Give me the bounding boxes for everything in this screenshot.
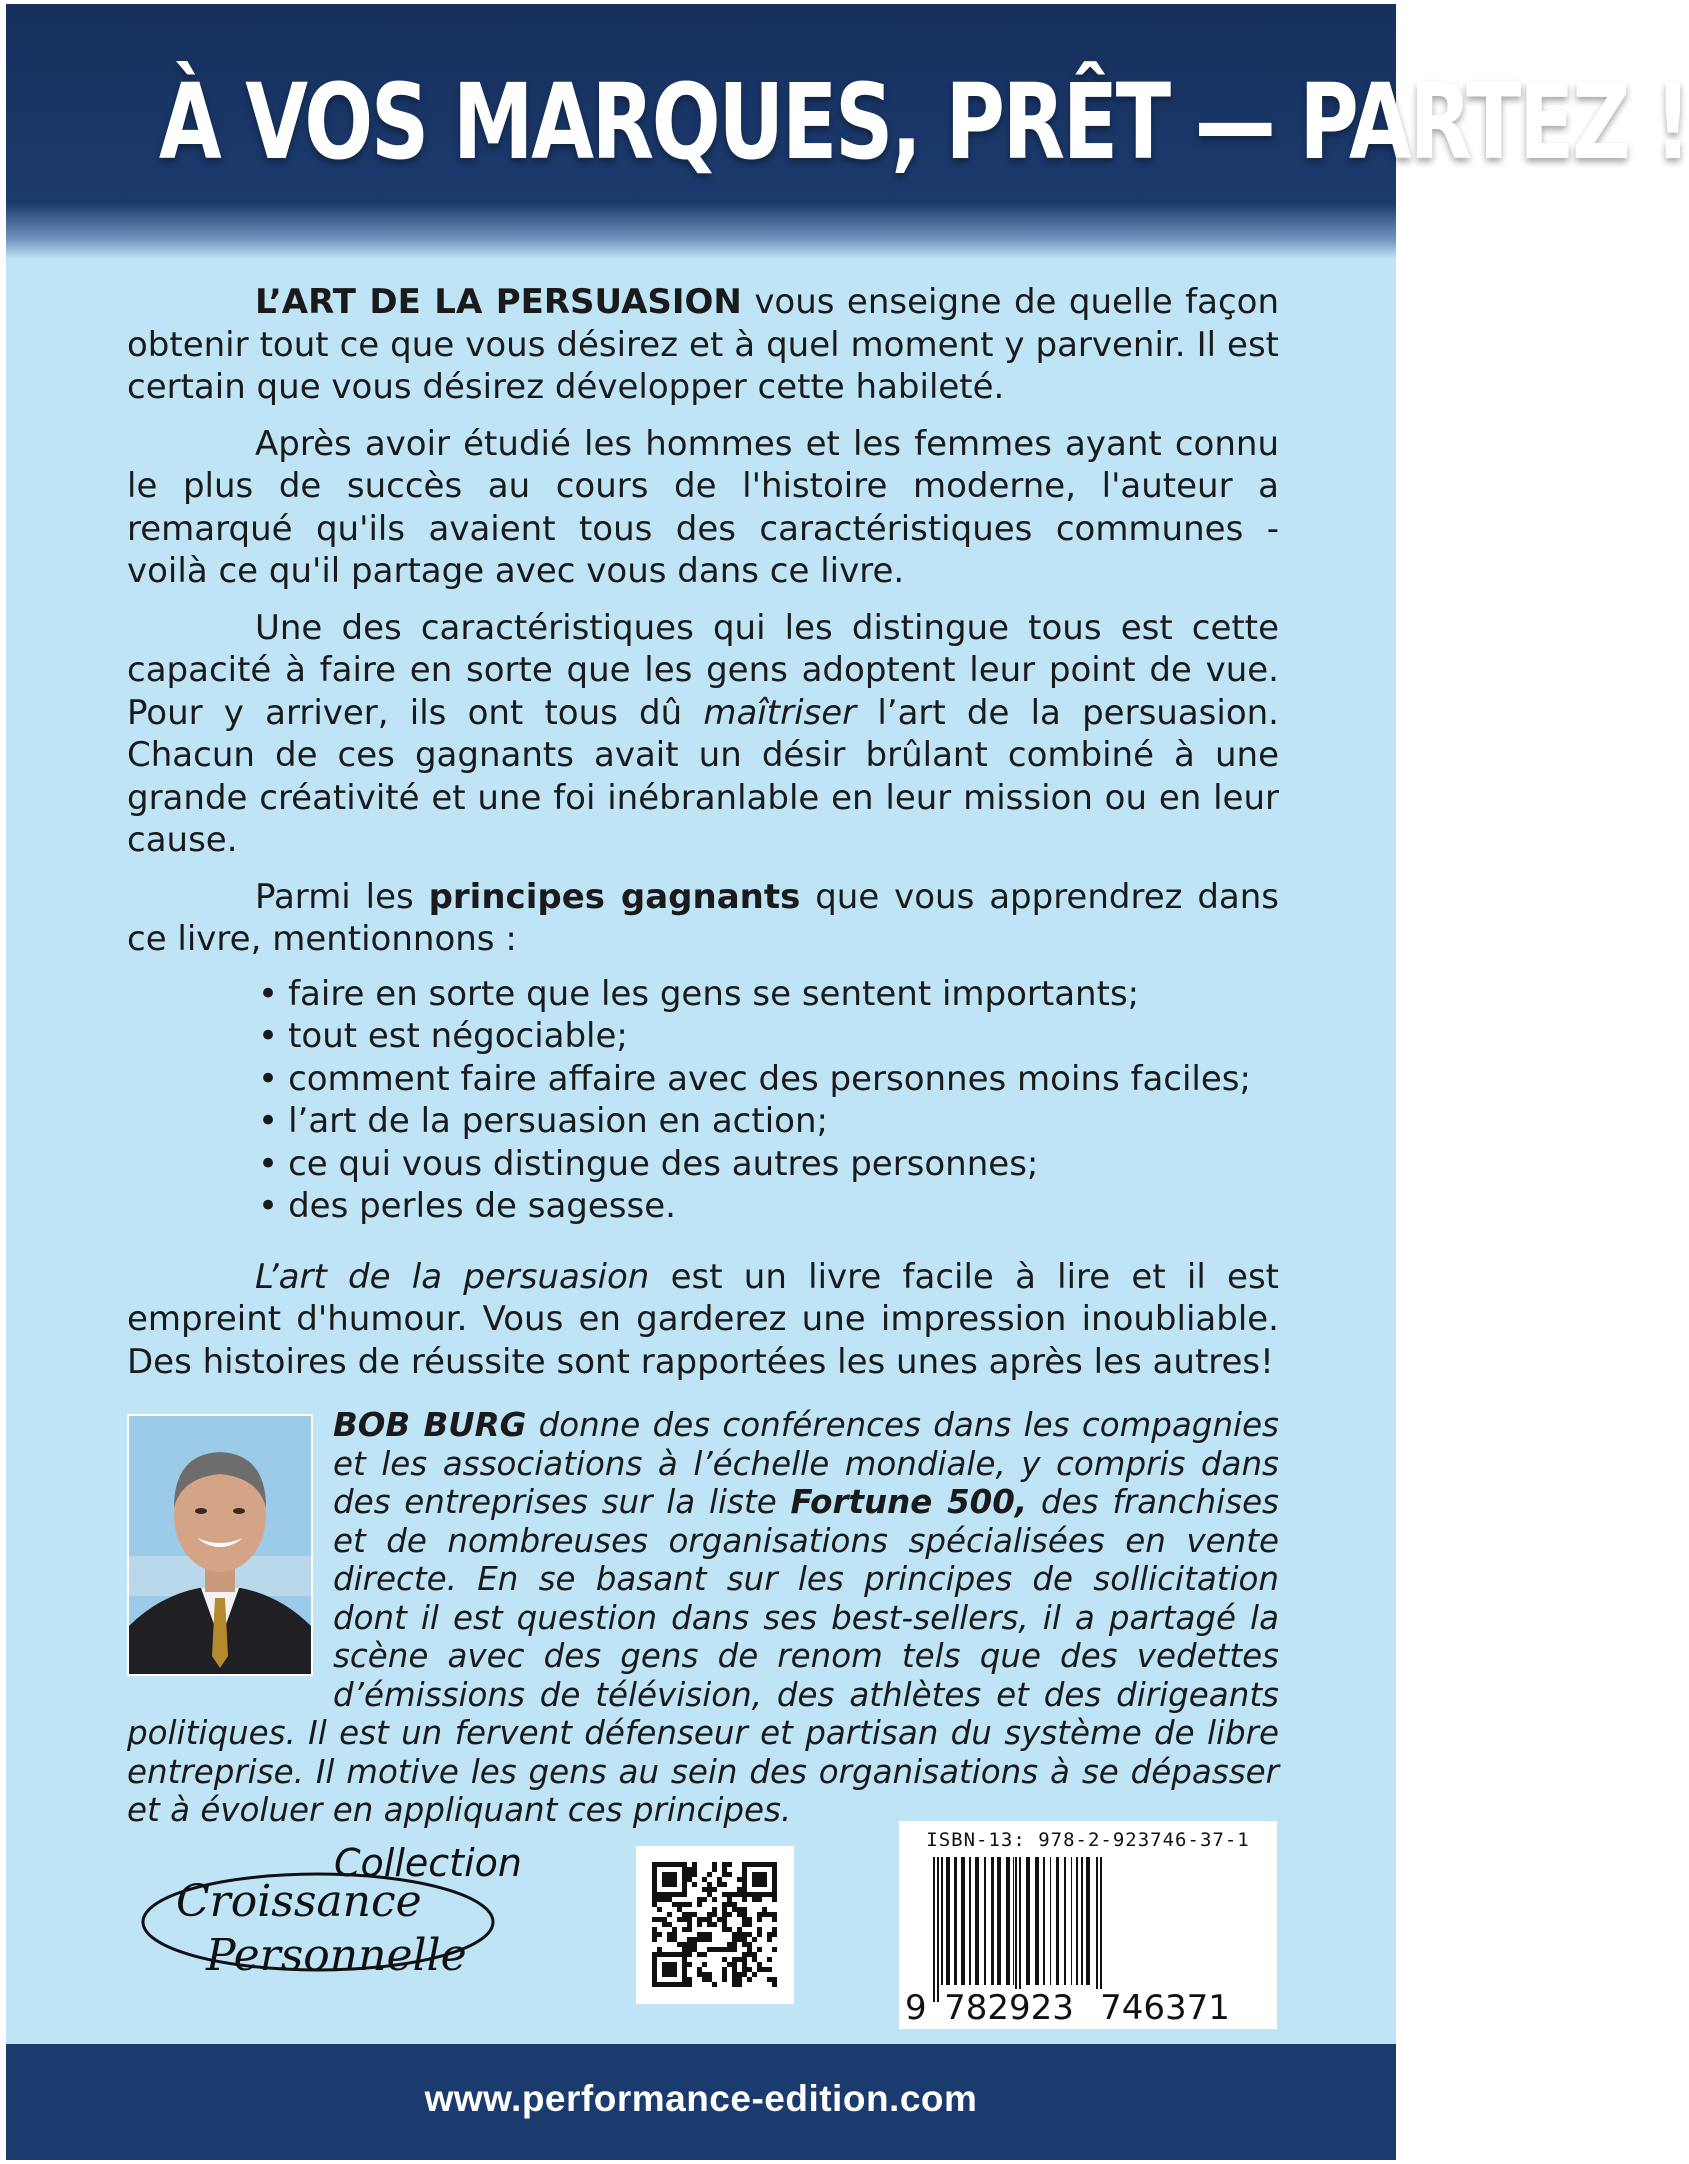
collection-line-2: Personnelle	[206, 1930, 467, 1981]
paragraph-5-text: est un livre facile à lire et il est empreint d'humour. Vous en garderez une impression inoubliable. Des histoires de réussite sont rapportées les unes après les autres!	[127, 1256, 1279, 1382]
list-item-text: tout est négociable;	[288, 1016, 628, 1056]
paragraph-4-text: Parmi les	[255, 876, 429, 917]
list-item: • l’art de la persuasion en action;	[258, 1101, 828, 1141]
list-item-text: comment faire affaire avec des personnes moins faciles;	[288, 1058, 1251, 1099]
qr-code-icon	[636, 1846, 794, 2004]
paragraph-4-bold: principes gagnants	[428, 876, 801, 917]
paragraph-2: Après avoir étudié les hommes et les femmes ayant connu le plus de succès au cours de l'histoire moderne, l'auteur a remarqué qu'ils avaient tous des caractéristiques communes - voilà ce qu'il partage avec vous dans ce livre.	[127, 423, 1279, 591]
book-back-cover	[6, 4, 1689, 2160]
ean-left-digits: 782923	[939, 1989, 1079, 2027]
footer-band	[6, 2044, 1396, 2160]
header-band	[6, 4, 1689, 259]
description	[127, 281, 1279, 1397]
paragraph-3-text: Une des caractéristiques qui les distingue tous est cette capacité à faire en sorte que les gens adoptent leur point de vue. Pour y arriver, ils ont tous dû	[127, 607, 1279, 733]
author-text-end: des franchises et de nombreuses organisations spécialisées en vente directe. En se basant sur les principes de sollicitation dont il est question dans ses best-sellers, il a partagé la scène avec des gens de renom tels que des vedettes d’émissions de télévision, des athlètes et des dirigeants politiques. Il est un fervent défenseur et partisan du système de libre entreprise. Il motive les gens au sein des organisations à se dépasser et à évoluer en appliquant ces principes.	[127, 1483, 1279, 1829]
fortune-label: Fortune 500,	[790, 1483, 1028, 1521]
intro-text: vous enseigne de quelle façon obtenir tout ce que vous désirez et à quel moment y parvenir. Il est certain que vous désirez développer cette habileté.	[127, 282, 1279, 407]
paragraph-5	[127, 1256, 1279, 1384]
paragraph-4-text-end: que vous apprendrez dans ce livre, mentionnons :	[127, 876, 1280, 959]
book-title-italic: L’art de la persuasion	[255, 1256, 650, 1297]
author-portrait-icon	[129, 1416, 311, 1674]
list-item: • des perles de sagesse.	[258, 1186, 676, 1226]
intro-paragraph	[127, 281, 1279, 409]
list-item: • tout est négociable;	[258, 1016, 628, 1056]
author-photo	[127, 1414, 313, 1676]
author-text: donne des conférences dans les compagnies et les associations à l’échelle mondiale, y compris dans des entreprises sur la liste	[333, 1406, 1279, 1521]
author-bio	[127, 1406, 1279, 1830]
website-link[interactable]: www.performance-edition.com	[424, 2078, 978, 2119]
list-item-text: ce qui vous distingue des autres personnes;	[288, 1143, 1039, 1184]
paragraph-4	[127, 876, 1279, 961]
paragraph-3-emphasis: maîtriser	[703, 692, 857, 733]
qr-code[interactable]	[636, 1846, 794, 2004]
list-item-text: faire en sorte que les gens se sentent importants;	[288, 973, 1140, 1014]
isbn-text: ISBN-13: 978-2-923746-37-1	[926, 1829, 1250, 1851]
list-item: • ce qui vous distingue des autres personnes;	[258, 1143, 1039, 1184]
collection-logo	[136, 1834, 536, 1994]
intro-title: L’ART DE LA PERSUASION	[255, 282, 742, 322]
paragraph-3	[127, 607, 1279, 862]
list-item-text: des perles de sagesse.	[288, 1186, 676, 1226]
collection-label: Collection	[334, 1841, 522, 1885]
paragraph-3-text-end: l’art de la persuasion. Chacun de ces gagnants avait un désir brûlant combiné à une grande créativité et une foi inébranlable en leur mission ou en leur cause.	[127, 692, 1279, 860]
list-item-text: l’art de la persuasion en action;	[288, 1101, 828, 1141]
ean-lead-digit: 9	[905, 1989, 931, 2027]
list-item: • faire en sorte que les gens se sentent importants;	[258, 973, 1140, 1014]
ean-right-digits: 746371	[1095, 1989, 1235, 2027]
author-name: BOB BURG	[333, 1406, 527, 1444]
isbn-barcode	[899, 1821, 1277, 2029]
collection-line-1: Croissance	[176, 1876, 422, 1927]
list-item: • comment faire affaire avec des personnes moins faciles;	[258, 1058, 1251, 1099]
barcode-icon	[911, 1857, 1265, 2002]
principles-list	[127, 973, 1279, 1228]
headline: À VOS MARQUES, PRÊT — PARTEZ !	[158, 61, 1689, 183]
